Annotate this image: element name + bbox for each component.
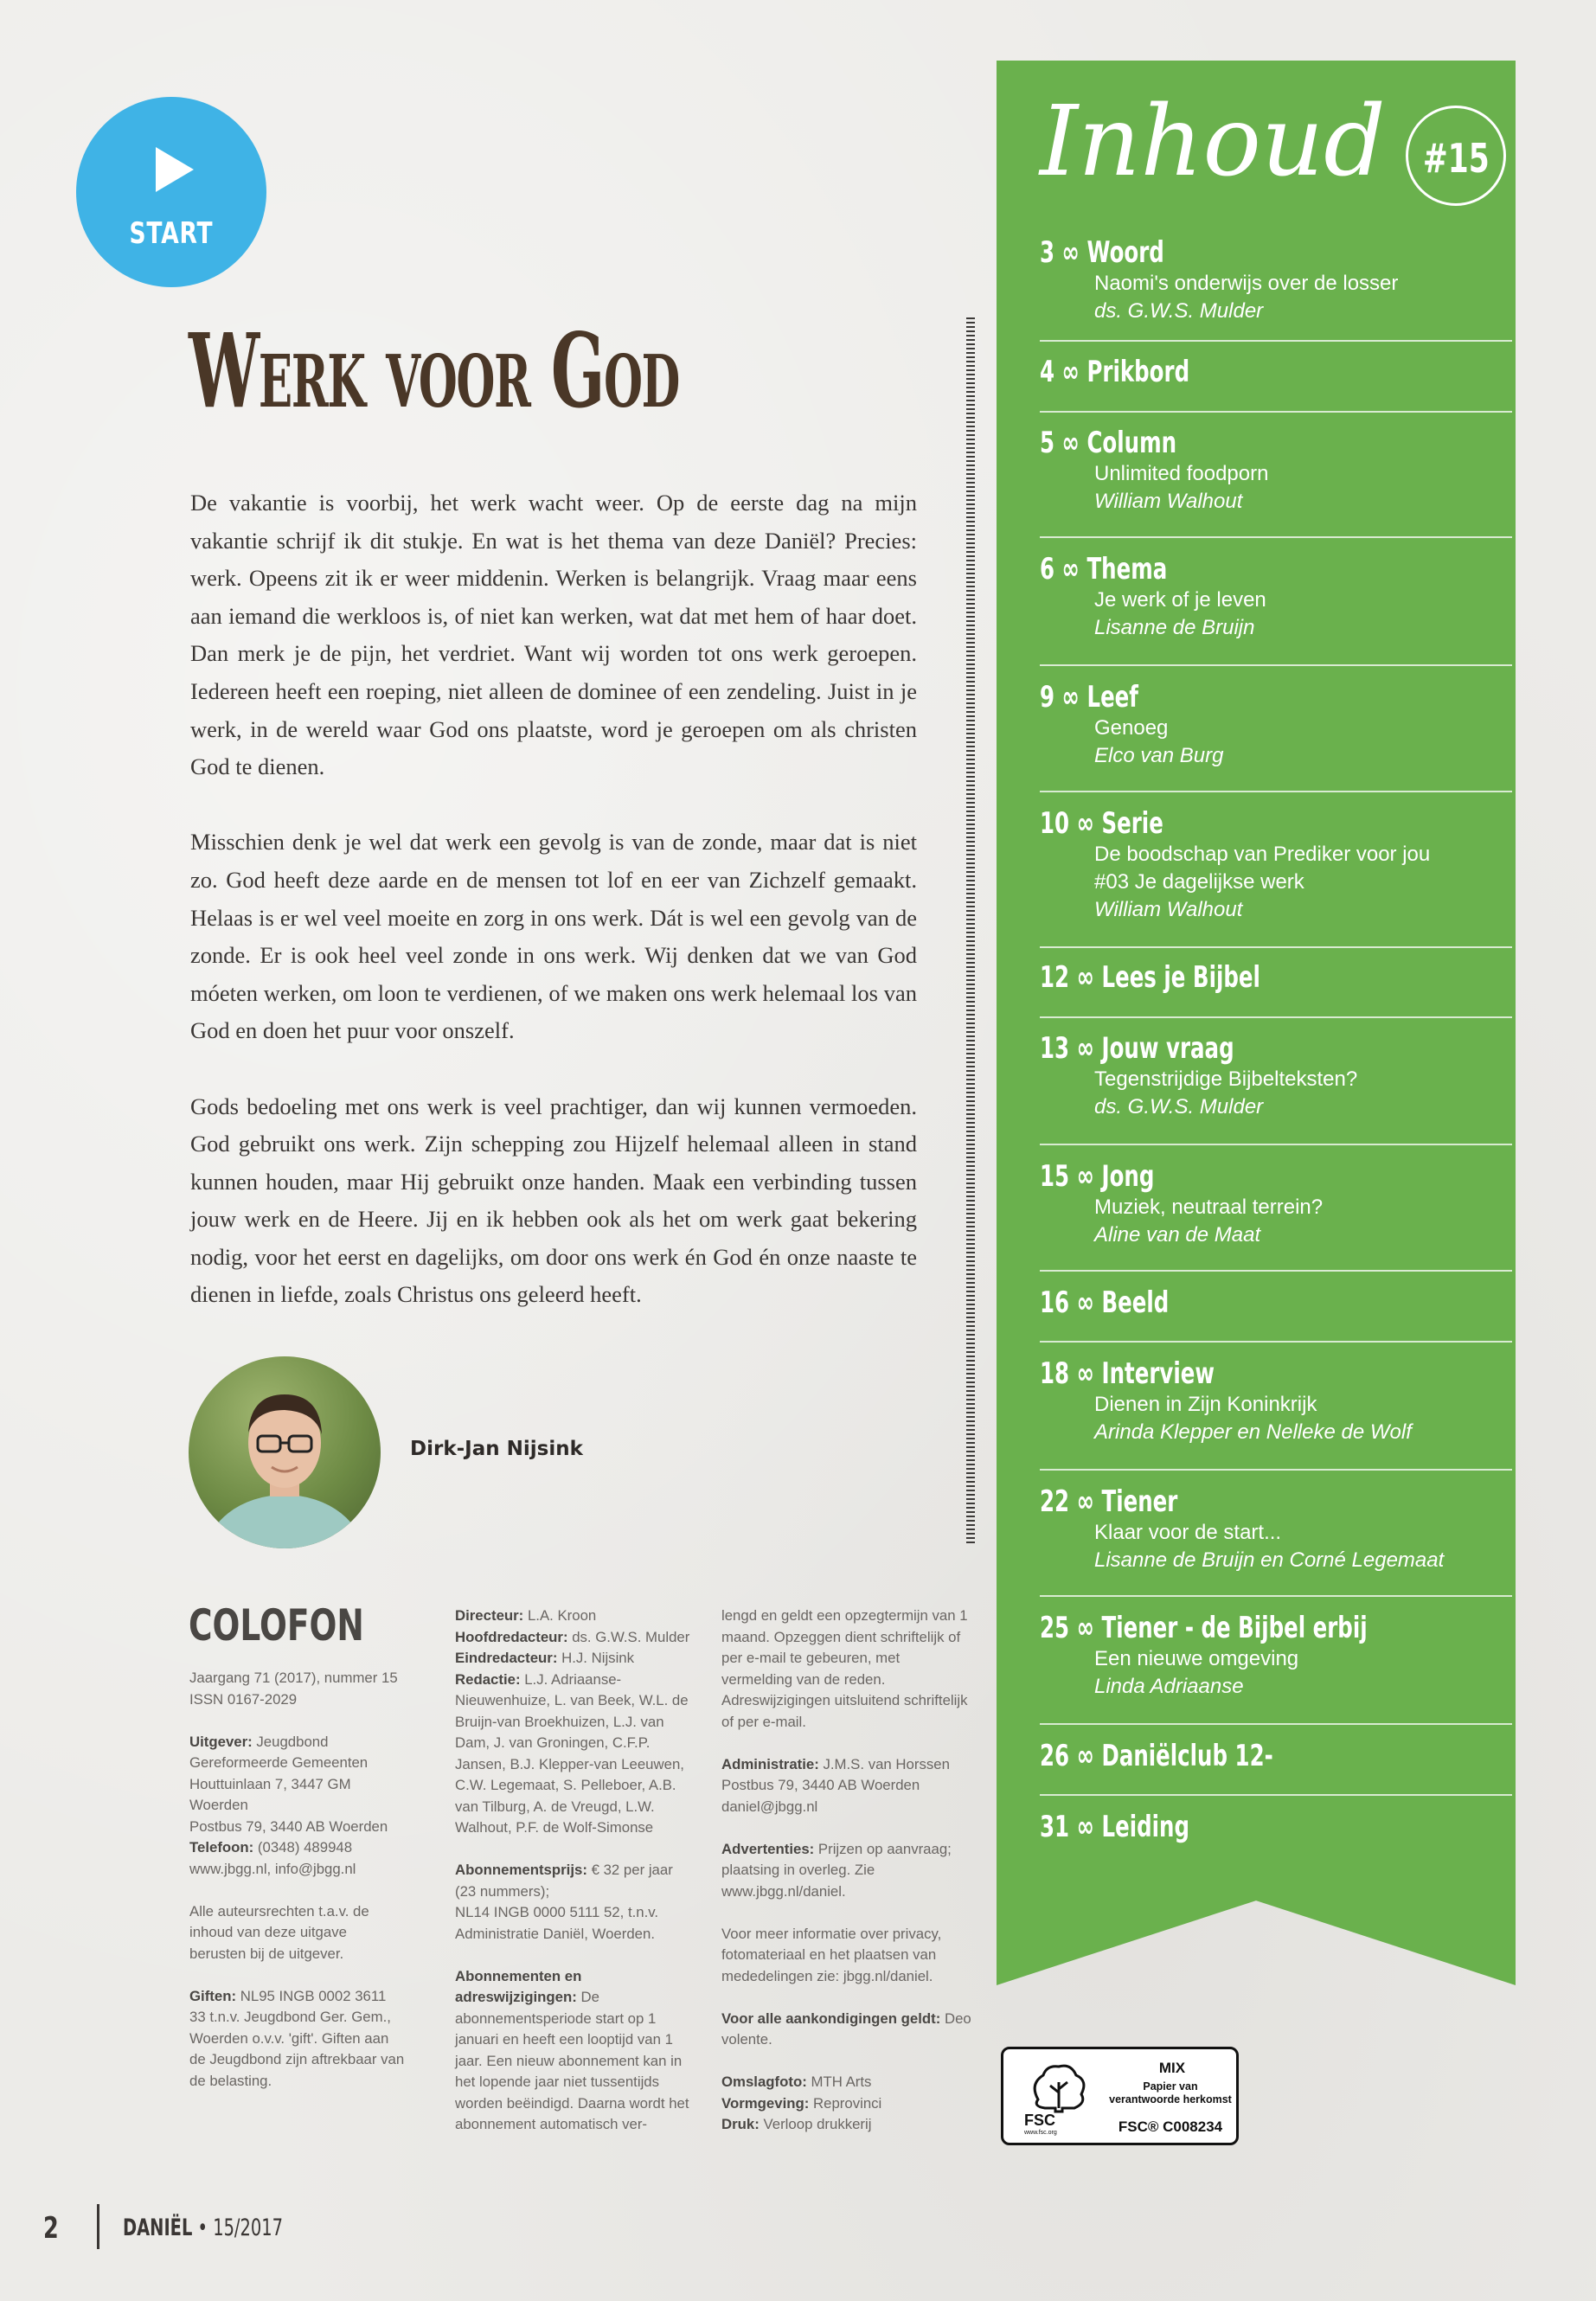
issue-badge [1406, 106, 1506, 206]
toc-separator [1040, 340, 1512, 342]
fsc-brand: FSC [1024, 2112, 1055, 2129]
toc-item[interactable] [1040, 1356, 1512, 1446]
toc-item-subtitle: Naomi's onderwijs over de losser [1094, 272, 1399, 295]
toc-item-author: Elco van Burg [1094, 744, 1224, 767]
author-name: Dirk-Jan Nijsink [410, 1438, 583, 1460]
colofon-title: COLOFON [189, 1600, 364, 1650]
toc-item[interactable] [1040, 1159, 1512, 1249]
play-icon [156, 147, 194, 192]
toc-title: Inhoud [1040, 86, 1386, 198]
toc-item-heading: 13 ∞ Jouw vraag [1040, 1031, 1234, 1066]
toc-item-subtitle: Tegenstrijdige Bijbelteksten? [1094, 1067, 1358, 1091]
article-paragraph: Misschien denk je wel dat werk een gevolg is van de zonde, maar dat is niet zo. God heeft deze aarde en de mensen tot lof en eer van Zichzelf gemaakt. Helaas is er wel veel moeite en zorg in ons werk. Dát is wel een gevolg van de zonde. Er is ook heel veel zonde in ons werk. Wij denken dat we van God móeten werken, om loon te verdienen, of we maken ons werk helemaal los van God en doen het puur voor onszelf. [190, 829, 917, 1044]
fsc-line: Papier van [1143, 2080, 1198, 2093]
colofon-paragraph: Voor meer informatie over privacy, fotomateriaal en het plaatsen van mededelingen zie: jbgg.nl/daniel. [721, 1925, 942, 1984]
fsc-tree-icon [1021, 2058, 1095, 2136]
toc-item[interactable] [1040, 1739, 1512, 1773]
toc-item-author: Aline van de Maat [1094, 1223, 1261, 1247]
toc-separator [1040, 1595, 1512, 1597]
colofon-column-1 [189, 1668, 406, 2113]
divider [966, 317, 975, 1546]
colofon-paragraph: Voor alle aankondigingen geldt: Deo volente. [721, 2009, 971, 2048]
toc-item-subtitle: Klaar voor de start... [1094, 1521, 1282, 1544]
toc-item[interactable] [1040, 426, 1512, 516]
toc-item-subtitle: Een nieuwe omgeving [1094, 1647, 1299, 1670]
toc-separator [1040, 411, 1512, 413]
toc-separator [1040, 946, 1512, 948]
toc-item[interactable] [1040, 552, 1512, 642]
toc-separator [1040, 1144, 1512, 1145]
fsc-label [1001, 2047, 1239, 2145]
toc-item[interactable] [1040, 1285, 1512, 1320]
toc-item[interactable] [1040, 1484, 1512, 1574]
toc-item-author: William Walhout [1094, 898, 1243, 921]
author-portrait [189, 1356, 381, 1548]
toc-item-heading: 16 ∞ Beeld [1040, 1285, 1170, 1320]
colofon-column-3 [721, 1606, 972, 2157]
toc-item-subtitle: Unlimited foodporn [1094, 462, 1269, 485]
toc-item-heading: 5 ∞ Column [1040, 426, 1177, 460]
issue-number: #15 [1422, 135, 1490, 182]
toc-item-subtitle: Dienen in Zijn Koninkrijk [1094, 1393, 1317, 1416]
toc-item[interactable] [1040, 355, 1512, 389]
toc-separator [1040, 791, 1512, 792]
colofon-paragraph: Uitgever: Jeugdbond Gereformeerde Gemeenten Houttuinlaan 7, 3447 GM Woerden Postbus 79, 3440 AB Woerden Telefoon: (0348) 489948 www.jbgg.nl, info@jbgg.nl [189, 1733, 388, 1877]
toc-item-author: ds. G.W.S. Mulder [1094, 1095, 1264, 1118]
article-paragraph: Gods bedoeling met ons werk is veel prachtiger, dan wij kunnen vermoeden. God gebruikt ons werk. Zijn schepping zou Hijzelf helemaal alleen in stand kunnen houden, maar Hij gebruikt onze handen. Maak een verbinding tussen jouw werk en de Heere. Jij en ik hebben ook als het om werk gaat bekering nodig, voor het eerst en dagelijks, om door ons werk én God én onze naaste te dienen in liefde, zoals Christus ons geleerd heeft. [190, 1093, 917, 1308]
article-title: Werk voor God [189, 311, 680, 431]
toc-separator [1040, 1270, 1512, 1272]
article-paragraph: De vakantie is voorbij, het werk wacht weer. Op de eerste dag na mijn vakantie schrijf ik dit stukje. En wat is het thema van deze Daniël? Precies: werk. Opeens zit ik er weer middenin. Werken is belangrijk. Vraag maar eens aan iemand die werkloos is, of niet kan werken, wat dat met hem of haar doet. Dan merk je de pijn, het verdriet. Want wij worden tot ons werk geroepen. Iedereen heeft een roeping, niet alleen de dominee of een zendeling. Juist in je werk, in de wereld waar God ons plaatste, word je geroepen om als christen God te dienen. [190, 490, 917, 780]
magazine-name: DANIËL [123, 2214, 193, 2241]
toc-separator [1040, 536, 1512, 538]
article-body [190, 484, 917, 1352]
toc-item[interactable] [1040, 806, 1512, 924]
toc-item-author: Lisanne de Bruijn en Corné Legemaat [1094, 1548, 1445, 1572]
author-photo [189, 1356, 381, 1548]
toc-item-author: Linda Adriaanse [1094, 1675, 1244, 1698]
toc-item[interactable] [1040, 960, 1512, 995]
colofon-paragraph: Alle auteursrechten t.a.v. de inhoud van deze uitgave berusten bij de uitgever. [189, 1902, 369, 1962]
fsc-code: FSC® C008234 [1118, 2118, 1223, 2135]
toc-item[interactable] [1040, 235, 1512, 325]
toc-item-author: Arinda Klepper en Nelleke de Wolf [1094, 1420, 1412, 1444]
colofon-paragraph: lengd en geldt een opzegtermijn van 1 maand. Opzeggen dient schriftelijk of per e-mail te gebeuren, met vermelding van de reden. Adreswijzigingen uitsluitend schriftelijk of per e-mail. [721, 1607, 968, 1730]
fsc-url: www.fsc.org [1024, 2130, 1057, 2136]
start-label: START [129, 216, 214, 251]
start-badge [76, 97, 266, 287]
toc-item-heading: 22 ∞ Tiener [1040, 1484, 1178, 1519]
fsc-description [1106, 2080, 1235, 2106]
toc-item[interactable] [1040, 680, 1512, 770]
colofon-paragraph: Administratie: J.M.S. van Horssen Postbus 79, 3440 AB Woerden daniel@jbgg.nl [721, 1755, 950, 1815]
toc-item-subtitle: Genoeg [1094, 716, 1169, 740]
colofon-paragraph: Omslagfoto: MTH Arts Vormgeving: Reprovinci Druk: Verloop drukkerij [721, 2073, 882, 2132]
colofon-paragraph: Giften: NL95 INGB 0002 3611 33 t.n.v. Jeugdbond Ger. Gem., Woerden o.v.v. 'gift'. Giften aan de Jeugdbond zijn aftrekbaar van de belasting. [189, 1987, 405, 2089]
toc-item-heading: 10 ∞ Serie [1040, 806, 1163, 841]
toc-item-author: ds. G.W.S. Mulder [1094, 299, 1264, 323]
toc-item-subtitle: De boodschap van Prediker voor jou [1094, 843, 1431, 866]
toc-item-author: William Walhout [1094, 490, 1243, 513]
toc-separator [1040, 1794, 1512, 1796]
toc-item-heading: 3 ∞ Woord [1040, 235, 1164, 270]
toc-item[interactable] [1040, 1810, 1512, 1844]
toc-separator [1040, 664, 1512, 666]
toc-item-subtitle: Je werk of je leven [1094, 588, 1266, 612]
fsc-line: verantwoorde herkomst [1109, 2093, 1232, 2106]
toc-item-heading: 12 ∞ Lees je Bijbel [1040, 960, 1260, 995]
toc-item-heading: 9 ∞ Leef [1040, 680, 1138, 715]
page-number: 2 [43, 2211, 59, 2246]
toc-item[interactable] [1040, 1031, 1512, 1121]
toc-item-heading: 18 ∞ Interview [1040, 1356, 1215, 1391]
toc-item-author: Lisanne de Bruijn [1094, 616, 1255, 639]
fsc-mix: MIX [1158, 2060, 1186, 2076]
colofon-paragraph: Advertenties: Prijzen op aanvraag; plaatsing in overleg. Zie www.jbgg.nl/daniel. [721, 1840, 952, 1900]
toc-separator [1040, 1016, 1512, 1018]
toc-item-subtitle: #03 Je dagelijkse werk [1094, 870, 1304, 894]
toc-item-heading: 31 ∞ Leiding [1040, 1810, 1189, 1844]
colofon-column-2 [455, 1606, 697, 2157]
toc-separator [1040, 1341, 1512, 1343]
colofon-paragraph: Abonnementsprijs: € 32 per jaar (23 nummers); NL14 INGB 0000 5111 52, t.n.v. Administratie Daniël, Woerden. [455, 1862, 673, 1942]
toc-separator [1040, 1469, 1512, 1471]
colofon-paragraph: Directeur: L.A. Kroon Hoofdredacteur: ds. G.W.S. Mulder Eindredacteur: H.J. Nijsink Redactie: L.J. Adriaanse-Nieuwenhuize, L. van Beek, W.L. de Bruijn-van Broekhuizen, L.J. van Dam, J. van Groningen, C.F.P. Jansen, B.J. Klepper-van Leeuwen, C.W. Legemaat, S. Pelleboer, A.B. van Tilburg, A. de Vreugd, L.W. Walhout, P.F. de Wolf-Simonse [455, 1607, 690, 1836]
colofon-paragraph: Abonnementen en adreswijzigingen: De abonnementsperiode start op 1 januari en heeft een looptijd van 1 jaar. Een nieuw abonnement kan in het lopende jaar niet tussentijds worden beëindigd. Daarna wordt het abonnement automatisch ver- [455, 1967, 689, 2132]
footer-divider [97, 2204, 99, 2249]
footer-magazine [123, 2214, 283, 2241]
toc-item-heading: 4 ∞ Prikbord [1040, 355, 1190, 389]
footer-dot: • [197, 2214, 214, 2241]
toc-item-heading: 6 ∞ Thema [1040, 552, 1168, 586]
magazine-issue: 15/2017 [213, 2214, 283, 2241]
colofon-paragraph: Jaargang 71 (2017), nummer 15 ISSN 0167-2029 [189, 1670, 398, 1708]
toc-item[interactable] [1040, 1611, 1512, 1701]
toc-item-heading: 26 ∞ Daniëlclub 12- [1040, 1739, 1273, 1773]
toc-separator [1040, 1723, 1512, 1725]
toc-item-subtitle: Muziek, neutraal terrein? [1094, 1195, 1324, 1219]
toc-item-heading: 15 ∞ Jong [1040, 1159, 1155, 1194]
toc-item-heading: 25 ∞ Tiener - de Bijbel erbij [1040, 1611, 1368, 1645]
